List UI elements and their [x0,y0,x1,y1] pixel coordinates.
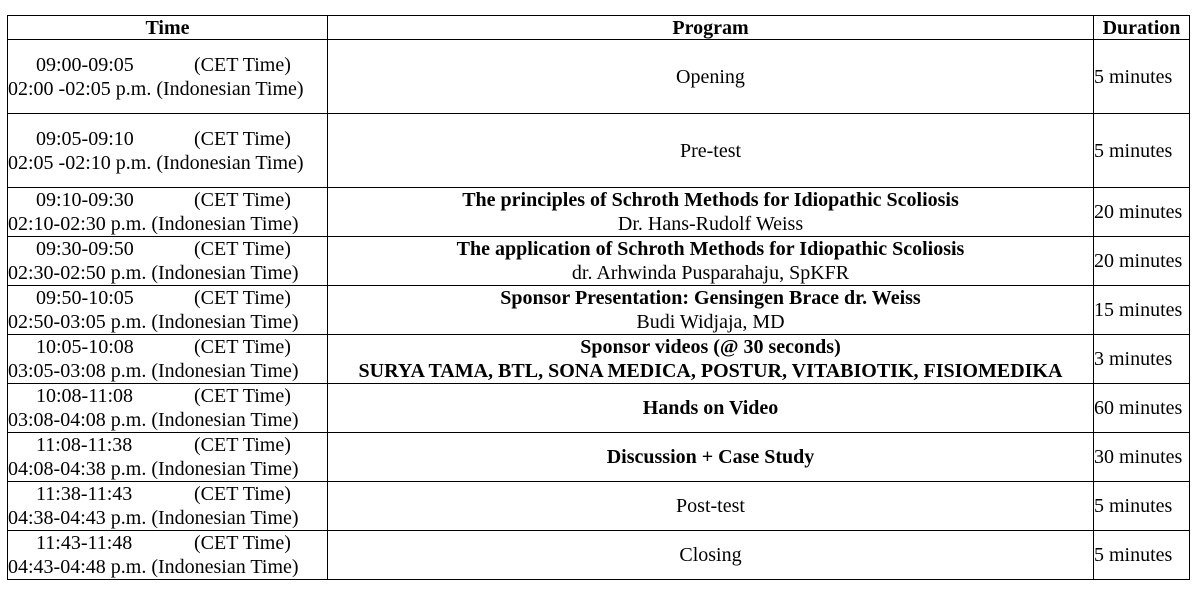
header-row [8,16,1190,40]
time-cell [8,237,328,286]
program-title: The principles of Schroth Methods for Idiopathic Scoliosis [462,189,959,211]
duration-cell: 5 minutes [1094,531,1190,580]
program-sponsors: SURYA TAMA, BTL, SONA MEDICA, POSTUR, VITABIOTIK, FISIOMEDIKA [358,360,1063,382]
local-time: 04:43-04:48 p.m. (Indonesian Time) [8,556,299,578]
duration-cell: 20 minutes [1094,237,1190,286]
time-cell [8,188,328,237]
table-row [8,286,1190,335]
time-cell [8,335,328,384]
cet-range: 11:38-11:43 [36,483,133,505]
table-row [8,531,1190,580]
duration-cell: 5 minutes [1094,482,1190,531]
program-speaker: dr. Arhwinda Pusparahaju, SpKFR [571,262,850,284]
local-time: 04:38-04:43 p.m. (Indonesian Time) [8,507,299,529]
program-cell [328,482,1094,531]
local-time: 02:00 -02:05 p.m. (Indonesian Time) [8,77,304,100]
cet-time [8,335,327,359]
cet-time [8,384,327,408]
duration-cell: 5 minutes [1094,40,1190,114]
cet-range: 10:05-10:08 [36,336,134,358]
duration-cell: 20 minutes [1094,188,1190,237]
cet-label: (CET Time) [194,434,291,456]
time-cell [8,384,328,433]
cet-label: (CET Time) [194,127,291,150]
local-time: 03:05-03:08 p.m. (Indonesian Time) [8,360,299,382]
cet-range: 11:08-11:38 [36,434,133,456]
program-speaker: Budi Widjaja, MD [636,311,785,333]
header-duration: Duration [1094,16,1190,40]
cet-label: (CET Time) [194,532,291,554]
cet-label: (CET Time) [194,53,291,76]
cet-label: (CET Time) [194,287,291,309]
table-row [8,482,1190,531]
cet-time [8,286,327,310]
cet-time [8,433,327,457]
local-time: 02:10-02:30 p.m. (Indonesian Time) [8,213,299,235]
program-title: Hands on Video [642,397,779,419]
time-cell [8,482,328,531]
time-cell [8,40,328,114]
program-title: Opening [676,65,745,88]
duration-cell: 60 minutes [1094,384,1190,433]
program-title: Post-test [676,495,745,517]
local-time: 03:08-04:08 p.m. (Indonesian Time) [8,409,299,431]
program-title: Discussion + Case Study [606,446,815,468]
cet-time [8,53,327,77]
cet-time [8,188,327,212]
cet-label: (CET Time) [194,385,291,407]
program-title: Sponsor Presentation: Gensingen Brace dr. Weiss [500,287,921,309]
table-row [8,188,1190,237]
time-cell [8,114,328,188]
cet-range: 10:08-11:08 [36,385,134,407]
local-time: 02:50-03:05 p.m. (Indonesian Time) [8,311,299,333]
cet-label: (CET Time) [194,238,291,260]
program-title: Closing [679,544,742,566]
cet-range: 11:43-11:48 [36,532,133,554]
cet-time [8,237,327,261]
program-cell [328,531,1094,580]
program-cell [328,335,1094,384]
program-title: Pre-test [679,139,742,162]
table-row [8,433,1190,482]
program-cell [328,433,1094,482]
cet-label: (CET Time) [194,483,291,505]
local-time: 04:08-04:38 p.m. (Indonesian Time) [8,458,299,480]
table-row [8,384,1190,433]
time-cell [8,531,328,580]
cet-time [8,482,327,506]
table-row [8,335,1190,384]
cet-range: 09:10-09:30 [36,189,134,211]
program-speaker: Dr. Hans-Rudolf Weiss [617,213,804,235]
cet-range: 09:30-09:50 [36,238,134,260]
duration-cell: 5 minutes [1094,114,1190,188]
local-time: 02:05 -02:10 p.m. (Indonesian Time) [8,151,304,174]
table-row [8,40,1190,114]
program-title: Sponsor videos (@ 30 seconds) [580,336,841,358]
duration-cell: 30 minutes [1094,433,1190,482]
program-cell [328,40,1094,114]
table-row [8,114,1190,188]
cet-time [8,531,327,555]
duration-cell: 15 minutes [1094,286,1190,335]
cet-time [8,127,327,151]
program-cell [328,384,1094,433]
cet-label: (CET Time) [194,336,291,358]
cet-range: 09:50-10:05 [36,287,134,309]
cet-range: 09:00-09:05 [36,53,134,76]
program-cell [328,237,1094,286]
program-cell [328,114,1094,188]
duration-cell: 3 minutes [1094,335,1190,384]
local-time: 02:30-02:50 p.m. (Indonesian Time) [8,262,299,284]
program-title: The application of Schroth Methods for Idiopathic Scoliosis [456,238,965,260]
cet-label: (CET Time) [194,189,291,211]
table-row [8,237,1190,286]
time-cell [8,433,328,482]
time-cell [8,286,328,335]
schedule-table [7,15,1190,580]
header-time: Time [8,16,328,40]
program-cell [328,286,1094,335]
cet-range: 09:05-09:10 [36,127,134,150]
header-program: Program [328,16,1094,40]
program-cell [328,188,1094,237]
